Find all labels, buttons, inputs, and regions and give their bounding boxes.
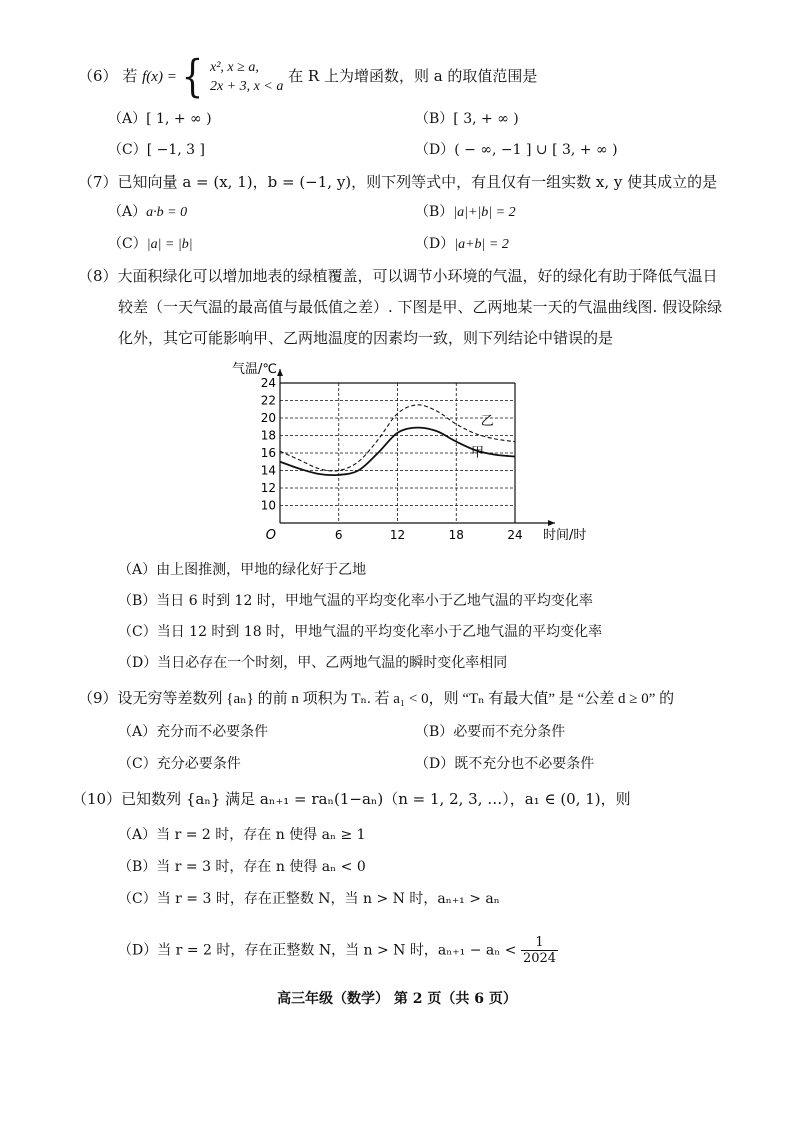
y-tick-label-20: 20	[260, 411, 276, 425]
q6-option-c: （C）[ −1, 3 ]	[108, 142, 205, 158]
x-axis-arrow	[548, 520, 555, 526]
q9-option-d: （D）既不充分也不必要条件	[415, 756, 595, 772]
q8-option-c: （C）当日 12 时到 18 时，甲地气温的平均变化率小于乙地气温的平均变化率	[118, 624, 603, 640]
q6-brace: {	[181, 51, 204, 103]
q9-stem: （9）设无穷等差数列 {aₙ} 的前 n 项积为 Tₙ. 若 a₁ < 0，则 “Tₙ 有最大值” 是 “公差 d ≥ 0” 的	[78, 689, 675, 707]
q8-stem-line2: 较差（一天气温的最高值与最低值之差）. 下图是甲、乙两地某一天的气温曲线图. 假设除绿	[118, 298, 723, 316]
q8-option-d: （D）当日必存在一个时刻，甲、乙两地气温的瞬时变化率相同	[118, 655, 508, 671]
q9-option-a: （A）充分而不必要条件	[118, 724, 269, 740]
y-tick-label-14: 14	[260, 463, 276, 478]
q9-option-b: （B）必要而不充分条件	[415, 724, 566, 740]
q6-option-b: （B）[ 3, + ∞ )	[415, 111, 519, 127]
q10-fraction	[521, 935, 558, 966]
q10-option-b: （B）当 r = 3 时，存在 n 使得 aₙ < 0	[118, 859, 366, 875]
q9-option-c: （C）充分必要条件	[118, 756, 241, 772]
q7-number: （7）	[78, 173, 118, 191]
q8-option-a: （A）由上图推测，甲地的绿化好于乙地	[118, 562, 367, 578]
y-tick-label-24: 24	[260, 376, 276, 390]
q8-number: （8）	[78, 267, 118, 285]
q10-stem: （10）已知数列 {aₙ} 满足 aₙ₊₁ = raₙ(1−aₙ)（n = 1, 2, 3, …），a₁ ∈ (0, 1)，则	[72, 790, 631, 808]
x-axis-label: 时间/时	[543, 528, 587, 543]
y-tick-label-16: 16	[260, 446, 276, 460]
q8-stem-line3: 化外，其它可能影响甲、乙两地温度的因素均一致，则下列结论中错误的是	[118, 329, 614, 347]
q10-number: （10）	[72, 790, 122, 808]
chart-labels	[232, 362, 586, 543]
temperature-chart	[200, 355, 587, 555]
q6-post: 在 R 上为增函数，则 a 的取值范围是	[288, 67, 538, 85]
q9-number: （9）	[78, 689, 118, 707]
series-label-2: 甲	[470, 445, 484, 461]
q6-cases	[210, 58, 283, 96]
x-tick-label-6: 6	[334, 528, 343, 542]
chart-axes	[277, 369, 555, 526]
q8-stem-line1: （8）大面积绿化可以增加地表的绿植覆盖，可以调节小环境的气温，好的绿化有助于降低气温日	[78, 267, 718, 285]
q10-fraction-denominator: 2024	[522, 951, 557, 966]
x-tick-label-12: 12	[389, 528, 406, 542]
q6-pre: 若	[122, 67, 138, 85]
y-tick-label-22: 22	[260, 393, 276, 408]
y-tick-label-10: 10	[260, 498, 276, 513]
q7-stem	[78, 172, 717, 192]
q6-option-d: （D）( − ∞, −1 ] ∪ [ 3, + ∞ )	[415, 142, 618, 158]
q8-option-b: （B）当日 6 时到 12 时，甲地气温的平均变化率小于乙地气温的平均变化率	[118, 593, 593, 609]
x-tick-label-18: 18	[448, 528, 464, 542]
q10-option-c: （C）当 r = 3 时，存在正整数 N，当 n > N 时，aₙ₊₁ > aₙ	[118, 891, 500, 907]
origin-label: O	[265, 528, 276, 543]
x-tick-label-24: 24	[507, 528, 523, 542]
series-label-1: 乙	[480, 414, 494, 429]
q6-option-a: （A）[ 1, + ∞ )	[108, 111, 212, 127]
y-tick-label-12: 12	[260, 481, 276, 495]
q7-option-a: （A）a·b = 0	[108, 204, 188, 220]
q10-option-a: （A）当 r = 2 时，存在 n 使得 aₙ ≥ 1	[118, 827, 366, 843]
q7-option-c: （C）|a| = |b|	[108, 236, 193, 252]
q6-stem	[78, 51, 538, 103]
q7-text: 已知向量 a = (x, 1)，b = (−1, y)，则下列等式中，有且仅有一组实数 x, y 使其成立的是	[117, 173, 718, 191]
y-axis-label: 气温/℃	[232, 362, 277, 377]
y-tick-label-18: 18	[260, 428, 276, 443]
q10-option-d: （D）当 r = 2 时，存在正整数 N，当 n > N 时，aₙ₊₁ − aₙ < $\frac{1}{2024}$	[118, 935, 557, 966]
q7-option-d: （D）|a+b| = 2	[415, 236, 509, 252]
page-footer: 高三年级（数学） 第 2 页（共 6 页）	[277, 991, 517, 1007]
q7-option-b: （B）|a|+|b| = 2	[415, 204, 516, 220]
q6-case1: x², x ≥ a,	[210, 60, 259, 75]
q6-function: f(x) =	[142, 69, 177, 85]
q6-number: （6）	[78, 67, 118, 85]
q10-fraction-numerator: 1	[521, 935, 558, 951]
y-axis-arrow	[277, 369, 283, 376]
q6-case2: 2x + 3, x < a	[210, 79, 284, 94]
